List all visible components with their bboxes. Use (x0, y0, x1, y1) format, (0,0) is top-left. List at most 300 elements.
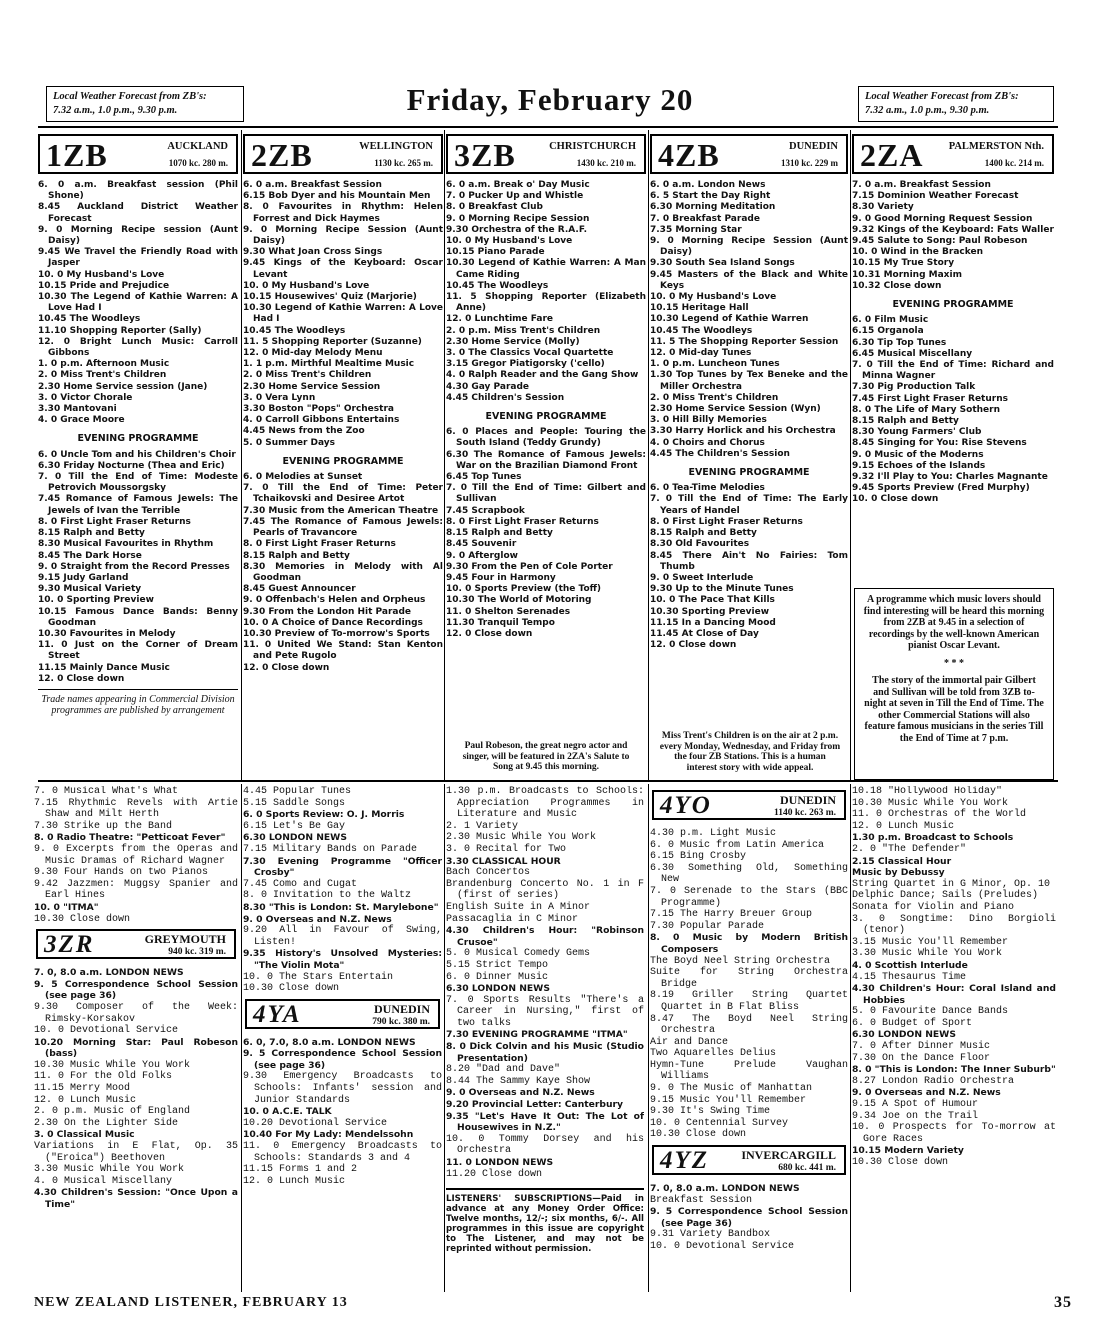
programme-item: 9.15 A Spot of Humour (852, 1099, 979, 1111)
programme-item: 11. 0 Emergency Broadcasts to Schools: Standards 3 and 4 (243, 1141, 442, 1164)
programme-item: 10.30 Sporting Preview (650, 606, 770, 617)
programme-item: 4.45 Children's Session (446, 392, 565, 403)
programme-item: 7. 0 Serenade to the Stars (BBC Programme) (650, 885, 848, 909)
programme-item: 9.45 Kings of the Keyboard: Oscar Levant (243, 258, 443, 280)
programme-item: 7. 0 Till the End of Time: Modeste Petrovich Moussorgsky (38, 472, 238, 494)
programme-item: 8.20 "Dad and Dave" (446, 1064, 561, 1076)
programme-item: 3.30 Music While You Work (852, 948, 1003, 960)
programme-item: 8.47 The Boyd Neel String Orchestra (650, 1013, 848, 1037)
programme-item: 11. 5 Shopping Reporter (Suzanne) (243, 336, 422, 347)
programme-item: 7.45 First Light Fraser Returns (852, 393, 1008, 404)
programme-item: 6. 0 Budget of Sport (852, 1017, 973, 1029)
column-rule (850, 784, 851, 1292)
forecast-label: Local Weather Forecast from ZB's: (865, 91, 1019, 102)
programme-item: 10. 0 Wind in the Bracken (852, 247, 984, 258)
column-rule (444, 130, 445, 780)
programme-item: 3.30 Music While You Work (34, 1164, 185, 1176)
programme-item: 11. 0 United We Stand: Stan Kenton and Pete Rugolo (243, 640, 443, 662)
station-column (34, 786, 238, 1290)
programme-item: 9.30 Orchestra of the R.A.F. (446, 224, 588, 235)
column-rule (241, 784, 242, 1292)
programme-item: 9. 0 Morning Recipe Session (Aunt Daisy) (243, 224, 443, 247)
programme-item: 10. 0 My Husband's Love (38, 269, 165, 280)
programme-item: 10.30 The Legend of Kathie Warren: A Love Had I (38, 292, 238, 314)
programme-item: 7. 0, 8.0 a.m. LONDON NEWS (34, 967, 184, 979)
programme-item: 12. 0 Lunch Music (243, 1175, 346, 1187)
programme-item: 3. 0 Recital for Two (446, 843, 567, 855)
programme-item: 11.15 Mainly Dance Music (38, 662, 170, 673)
programme-item: 7.15 The Harry Breuer Group (650, 909, 813, 921)
programme-item: 3. 0 Songtime: Dino Borgioli (tenor) (852, 913, 1056, 937)
station-callsign: 3ZB (454, 137, 516, 173)
station-header (243, 134, 443, 174)
programme-item: 10.15 Piano Parade (446, 247, 545, 258)
programme-item: 10. 0 "ITMA" (34, 901, 99, 913)
programme-item: 5.15 Saddle Songs (243, 797, 346, 809)
programme-item: 6. 0 a.m. London News (650, 180, 766, 190)
programme-item: 9. 5 Correspondence School Session (see page 36) (34, 978, 238, 1002)
station-frequency: 790 kc. 380 m. (372, 1016, 430, 1027)
programme-item: 4.15 Thesaurus Time (852, 971, 967, 983)
programme-item: 10.31 Morning Maxim (852, 269, 962, 280)
station-column (650, 786, 848, 1290)
page-number: 35 (1054, 1294, 1072, 1311)
programme-item: 12. 0 Close down (38, 673, 125, 684)
forecast-times: 7.32 a.m., 1.0 p.m., 9.30 p.m. (865, 105, 990, 116)
programme-item: 1. 0 p.m. Luncheon Tunes (650, 359, 780, 370)
column-rule (850, 130, 851, 780)
section-rule (38, 780, 1058, 782)
station-frequency: 1130 kc. 265 m. (374, 158, 433, 168)
station-callsign: 1ZB (46, 137, 108, 173)
programme-item: 2. 0 Miss Trent's Children (650, 392, 779, 403)
programme-item: 6. 0 Dinner Music (446, 971, 549, 983)
programme-item: 7.35 Morning Star (650, 224, 742, 235)
programme-item: 9.15 Music You'll Remember (650, 1094, 807, 1106)
programme-item: 6.30 LONDON NEWS (852, 1029, 956, 1041)
programme-item: 6.30 Something Old, Something New (650, 862, 848, 886)
programme-item: 7.30 Evening Programme "Officer Crosby" (243, 855, 442, 879)
station-frequency: 1310 kc. 229 m (781, 158, 838, 168)
note-trent: Miss Trent's Children is on the air at 2 p.m. every Monday, Wednesday, and Friday from the four ZB Stations. This is a human interest story with wide appeal. (659, 731, 841, 773)
programme-item: 10.45 The Woodleys (650, 325, 753, 336)
programme-item: 8. 0 First Light Fraser Returns (446, 516, 599, 527)
programme-item: 7. 0 Breakfast Parade (650, 213, 760, 224)
station-frequency: 940 kc. 319 m. (168, 947, 226, 958)
programme-item: 2. 0 "The Defender" (852, 843, 967, 855)
station-header (652, 790, 846, 820)
programme-item: 10.15 Housewives' Quiz (Marjorie) (243, 292, 417, 303)
programme-item: 11. 5 The Shopping Reporter Session (650, 336, 839, 347)
programme-item: The Boyd Neel String Orchestra (650, 955, 831, 967)
programme-item: 3.30 Boston "Pops" Orchestra (243, 404, 394, 415)
programme-item: 10. 0 My Husband's Love (243, 280, 370, 291)
programme-item: 9. 0 Straight from the Record Presses (38, 561, 230, 572)
programme-item: 9.45 Salute to Song: Paul Robeson (852, 236, 1028, 247)
programme-item: 6. 0 a.m. Breakfast session (Phil Shone) (38, 180, 238, 202)
programme-item: 8.44 The Sammy Kaye Show (446, 1075, 591, 1087)
programme-item: 10.40 For My Lady: Mendelssohn (243, 1129, 414, 1141)
programme-list (852, 180, 1054, 506)
programme-item: 10. 0 The Stars Entertain (243, 971, 394, 983)
note-text: The story of the immortal pair Gilbert and Sullivan will be told from 3ZB to-night at seven in Till the End of Time. The other Commercial Stations will also feature famous musicians in the series Till the End of Time at 7 p.m. (864, 675, 1044, 744)
programme-item: 11. 0 LONDON NEWS (446, 1157, 554, 1168)
programme-item: 6.30 Morning Meditation (650, 202, 776, 213)
programme-item: 9. 0 Morning Recipe Session (Aunt Daisy) (650, 236, 848, 258)
programme-item: 7. 0, 8.0 a.m. LONDON NEWS (650, 1183, 800, 1195)
programme-item: 2.30 Home Service session (Jane) (38, 381, 208, 392)
programme-item: 8.15 Ralph and Betty (446, 528, 553, 539)
programme-item: Music by Debussy (852, 867, 945, 879)
programme-item: 2.30 Home Service Session (243, 381, 381, 392)
programme-item: 8.30 Variety (852, 202, 914, 213)
programme-item: 8. 0 Dick Colvin and his Music (Studio Presentation) (446, 1041, 644, 1064)
programme-item: 8.45 Guest Announcer (243, 584, 356, 595)
programme-item: 6.15 Bob Dyer and his Mountain Men (243, 191, 431, 202)
programme-item: 8.30 Old Favourites (650, 539, 750, 550)
column-rule (241, 130, 242, 780)
programme-item: 8. 0 Radio Theatre: "Petticoat Fever" (34, 832, 226, 844)
programme-item: 3.30 Harry Horlick and his Orchestra (650, 426, 836, 437)
programme-item: 10.15 Famous Dance Bands: Benny Goodman (38, 606, 238, 628)
programme-item: 8.15 Ralph and Betty (243, 550, 350, 561)
station-column (446, 134, 646, 734)
programme-item: 10.30 Preview of To-morrow's Sports (243, 628, 430, 639)
station-frequency: 1400 kc. 214 m. (984, 158, 1044, 168)
evening-heading: EVENING PROGRAMME (892, 299, 1014, 311)
programme-item: 4.30 Gay Parade (446, 381, 530, 392)
programme-item: 6.30 The Romance of Famous Jewels: War on the Brazilian Diamond Front (446, 449, 646, 471)
programme-item: 7.45 Romance of Famous Jewels: The Jewels of Ivan the Terrible (38, 494, 238, 516)
programme-item: 4. 0 Choirs and Chorus (650, 437, 765, 448)
programme-item: 9.42 Jazzmen: Muggsy Spanier and Earl Hines (34, 878, 238, 902)
programme-item: 10.30 Close down (852, 1157, 949, 1168)
programme-item: 3.15 Music You'll Remember (852, 936, 1009, 948)
programme-item: 7.15 Military Bands on Parade (243, 843, 418, 855)
programme-item: 9.30 From the London Hit Parade (243, 606, 412, 617)
programme-item: Air and Dance (650, 1036, 729, 1048)
station-frequency: 1430 kc. 210 m. (576, 158, 636, 168)
station-header (446, 134, 646, 174)
programme-item: 12. 0 Lunch Music (34, 1094, 137, 1106)
programme-item: 8.45 Souvenir (446, 539, 517, 550)
station-city: CHRISTCHURCH (549, 141, 636, 152)
programme-item: 10.30 Legend of Kathie Warren: A Love Had I (243, 303, 443, 325)
programme-item: 12. 0 Close down (446, 628, 533, 639)
programme-item: 3. 0 The Classics Vocal Quartette (446, 348, 614, 359)
programme-item: 8.30 Memories in Melody with Al Goodman (243, 561, 443, 583)
programme-item: 1.30 p.m. Broadcast to Schools (852, 832, 1014, 844)
programme-item: 10. 0 Sporting Preview (38, 595, 154, 606)
programme-item: 8.45 There Ain't No Fairies: Tom Thumb (650, 550, 848, 572)
station-city: AUCKLAND (167, 141, 228, 152)
programme-item: 6. 0 Sports Review: O. J. Morris (243, 809, 405, 821)
programme-item: 9. 0 Sweet Interlude (650, 572, 754, 583)
programme-item: 9.32 I'll Play to You: Charles Magnante (852, 472, 1048, 483)
programme-item: 9.30 Four Hands on two Pianos (34, 867, 209, 879)
station-column (446, 786, 644, 1290)
programme-item: 10. 0 Tommy Dorsey and his Orchestra (446, 1133, 644, 1157)
programme-item: 8. 0 Invitation to the Waltz (243, 890, 412, 902)
programme-item: String Quartet in G Minor, Op. 10 (852, 878, 1051, 890)
station-city: PALMERSTON Nth. (948, 141, 1044, 152)
programme-item: 3. 0 Classical Music (34, 1129, 135, 1141)
programme-item: 10.15 Heritage Hall (650, 303, 749, 314)
programme-item: English Suite in A Minor (446, 901, 591, 913)
station-frequency: 1140 kc. 263 m. (773, 808, 836, 818)
station-header (245, 999, 440, 1029)
programme-item: 10.15 Modern Variety (852, 1145, 964, 1157)
note-levant (854, 588, 1054, 780)
programme-list (38, 180, 238, 685)
programme-item: Hymn-Tune Prelude Vaughan Williams (650, 1059, 848, 1083)
programme-item: 11.30 Tranquil Tempo (446, 617, 555, 628)
programme-item: Variations in E Flat, Op. 35 ("Eroica") Beethoven (34, 1141, 238, 1164)
programme-item: 7. 0 Till the End of Time: Gilbert and Sullivan (446, 483, 646, 505)
programme-item: 11. 0 Just on the Corner of Dream Street (38, 640, 238, 662)
programme-item: 2.30 Music While You Work (446, 832, 597, 844)
programme-item: 9.30 It's Swing Time (650, 1106, 771, 1118)
programme-item: 6.30 LONDON NEWS (243, 832, 347, 844)
programme-item: 8.15 Ralph and Betty (650, 528, 757, 539)
programme-list (446, 180, 646, 640)
programme-item: 9.30 Composer of the Week: Rimsky-Korsakov (34, 1001, 238, 1025)
subscriptions-note: LISTENERS' SUBSCRIPTIONS—Paid in advance at any Money Order Office: Twelve months, 12/-; six months, 6/-. All programmes in this issue are copyright to The Listener, and may not be reprinted without permission. (446, 1188, 644, 1254)
station-frequency: 680 kc. 441 m. (778, 1163, 836, 1174)
programme-item: 9.30 From the Pen of Cole Porter (446, 561, 613, 572)
programme-item: 9.20 Provincial Letter: Canterbury (446, 1099, 624, 1111)
programme-item: 10.30 Music While You Work (34, 1059, 191, 1071)
programme-item: 2. 1 Variety (446, 820, 519, 832)
programme-item: 3.30 Mantovani (38, 404, 117, 415)
programme-item: 9. 0 Morning Recipe Session (446, 213, 590, 224)
programme-item: 9. 5 Correspondence School Session (see page 36) (243, 1048, 442, 1071)
programme-item: 7.30 Strike up the Band (34, 820, 173, 832)
programme-item: 10.30 Legend of Kathie Warren (650, 314, 809, 325)
programme-item: 10.45 The Woodleys (243, 325, 346, 336)
column-rule (648, 130, 649, 780)
programme-item: 6. 0 a.m. Breakfast Session (243, 180, 382, 190)
evening-heading: EVENING PROGRAMME (688, 467, 810, 479)
programme-item: 1. 0 p.m. Afternoon Music (38, 359, 170, 370)
programme-item: 12. 0 Bright Lunch Music: Carroll Gibbons (38, 336, 238, 359)
programme-item: 9.30 Up to the Minute Tunes (650, 584, 794, 595)
programme-item: 4. 0 Musical Miscellany (34, 1175, 173, 1187)
programme-item: 9.15 Judy Garland (38, 572, 129, 583)
programme-item: 11.45 At Close of Day (650, 628, 759, 639)
programme-item: 9. 0 Afterglow (446, 550, 518, 561)
programme-item: 11. 0 For the Old Folks (34, 1071, 173, 1083)
station-city: INVERCARGILL (741, 1148, 836, 1163)
programme-item: 4. 0 Scottish Interlude (852, 959, 968, 971)
programme-item: 4.45 The Children's Session (650, 448, 790, 459)
programme-item: 9.20 All in Favour of Swing, Listen! (243, 925, 442, 948)
programme-item: 9. 0 Music of the Moderns (852, 449, 984, 460)
programme-item: 9. 0 Overseas and N.Z. News (243, 913, 392, 925)
note-text: A programme which music lovers should find interesting will be heard this morning from 2ZB at 9.45 in a selection of recordings by the well-known American pianist Oscar Levant. (863, 594, 1045, 651)
programme-item: 9. 0 Offenbach's Helen and Orpheus (243, 595, 426, 606)
programme-item: 10.30 Favourites in Melody (38, 628, 176, 639)
programme-item: 6.30 Friday Nocturne (Thea and Eric) (38, 460, 225, 471)
weather-forecast-right (858, 86, 1054, 122)
programme-item: 7.30 Music from the American Theatre (243, 505, 439, 516)
programme-item: 11. 5 Shopping Reporter (Elizabeth Anne) (446, 292, 646, 314)
programme-item: 10. 0 My Husband's Love (446, 236, 573, 247)
station-header (36, 929, 236, 959)
programme-item: 2. 0 p.m. Music of England (34, 1106, 191, 1118)
programme-item: 9. 0 The Music of Manhattan (650, 1083, 813, 1095)
programme-item: 10. 0 My Husband's Love (650, 292, 777, 303)
programme-item: 10.30 Close down (34, 913, 131, 925)
station-callsign: 2ZB (251, 137, 313, 173)
programme-item: 8.45 The Dark Horse (38, 550, 142, 561)
programme-item: 3. 0 Vera Lynn (243, 392, 316, 403)
programme-item: Brandenburg Concerto No. 1 in F (first of series) (446, 878, 644, 902)
station-city: DUNEDIN (779, 793, 836, 807)
evening-heading: EVENING PROGRAMME (77, 433, 199, 445)
programme-item: 8. 0 "This is London: The Inner Suburb" (852, 1064, 1056, 1076)
programme-item: 7. 0 Sports Results "There's a Career in Nursing," first of two talks (446, 994, 644, 1029)
programme-item: 7.30 EVENING PROGRAMME "ITMA" (446, 1029, 628, 1041)
programme-item: 7.30 Pig Production Talk (852, 382, 976, 393)
programme-item: Bach Concertos (446, 867, 531, 879)
programme-item: 8.45 Singing for You: Rise Stevens (852, 438, 1027, 449)
note-robeson: Paul Robeson, the great negro actor and singer, will be featured in 2ZA's Salute to Song at 9.45 this morning. (462, 741, 630, 772)
programme-item: 9.15 Echoes of the Islands (852, 460, 986, 471)
programme-item: 10.32 Close down (852, 280, 942, 291)
programme-item: 10.30 Legend of Kathie Warren: A Man Came Riding (446, 258, 646, 280)
programme-item: 12. 0 Mid-day Tunes (650, 348, 752, 359)
programme-item: 9. 0 Morning Recipe session (Aunt Daisy) (38, 224, 238, 247)
programme-item: 4. 0 Grace Moore (38, 415, 125, 426)
programme-item: 5.15 Strict Tempo (446, 959, 549, 971)
note-stars: * * * (944, 657, 964, 669)
programme-item: 9.30 Musical Variety (38, 584, 142, 595)
header-rule (38, 126, 1058, 128)
programme-item: 7. 0 After Dinner Music (852, 1041, 991, 1053)
programme-item: 6.15 Organola (852, 326, 924, 337)
programme-item: 7. 0 Till the End of Time: Peter Tchaikovski and Desiree Artot (243, 483, 443, 505)
programme-item: 4.30 Children's Hour: "Robinson Crusoe" (446, 925, 644, 948)
programme-item: 8. 0 Music by Modern British Composers (650, 932, 848, 955)
programme-item: 7.30 Popular Parade (650, 920, 765, 932)
programme-item: 9. 5 Correspondence School Session (see Page 36) (650, 1206, 848, 1229)
programme-item: 6.30 Tip Top Tunes (852, 337, 947, 348)
programme-item: 6. 0 Uncle Tom and his Children's Choir (38, 449, 236, 460)
programme-item: 2.15 Classical Hour (852, 855, 952, 867)
programme-item: 6.45 Top Tunes (446, 472, 522, 483)
programme-item: 12. 0 Close down (243, 662, 330, 673)
programme-item: 9.35 History's Unsolved Mysteries: "The Violin Mota" (243, 948, 442, 971)
station-column (243, 134, 443, 734)
programme-item: Delphic Dance; Sails (Preludes) (852, 890, 1039, 902)
programme-item: 9.30 Emergency Broadcasts to Schools: Infants' session and Junior Standards (243, 1071, 442, 1106)
programme-item: 7. 0 a.m. Breakfast Session (852, 180, 991, 190)
programme-item: Sonata for Violin and Piano (852, 901, 1015, 913)
programme-item: 10.20 Morning Star: Paul Robeson (bass) (34, 1036, 238, 1060)
station-column (38, 134, 238, 778)
station-callsign: 3ZR (44, 931, 95, 959)
programme-item: 8. 0 First Light Fraser Returns (38, 516, 191, 527)
programme-item: 7. 0 Till the End of Time: Richard and Minna Wagner (852, 360, 1054, 382)
programme-item: 11.15 Forms 1 and 2 (243, 1164, 358, 1176)
programme-item: 4.45 News from the Zoo (243, 426, 365, 437)
station-header (852, 134, 1054, 174)
programme-item: 6. 0 Film Music (852, 315, 929, 326)
programme-item: 8.15 Ralph and Betty (852, 416, 959, 427)
programme-item: 9. 0 Overseas and N.Z. News (446, 1087, 595, 1099)
page-title: Friday, February 20 (406, 82, 694, 117)
programme-item: 8. 0 Favourites in Rhythm: Helen Forrest and Dick Haymes (243, 202, 443, 224)
programme-item: 3. 0 Hill Billy Memories (650, 415, 767, 426)
programme-item: 10.30 Music While You Work (852, 797, 1009, 809)
station-frequency: 1070 kc. 280 m. (168, 158, 228, 168)
programme-list (650, 180, 848, 651)
programme-item: 5. 0 Favourite Dance Bands (852, 1006, 1009, 1018)
programme-item: 8.19 Griller String Quartet Quartet in B Flat Bliss (650, 990, 848, 1013)
programme-item: 9.31 Variety Bandbox (650, 1229, 771, 1241)
forecast-label: Local Weather Forecast from ZB's: (53, 91, 207, 102)
station-column (650, 134, 848, 734)
programme-item: 7.45 The Romance of Famous Jewels: Pearls of Travancore (243, 516, 443, 539)
trade-names-note: Trade names appearing in Commercial Division programmes are published by arrangement (38, 689, 238, 716)
programme-item: 10.20 Devotional Service (243, 1117, 388, 1129)
programme-item: 11.15 Merry Mood (34, 1083, 131, 1095)
programme-item: 4.30 Children's Hour: Coral Island and Hobbies (852, 983, 1056, 1006)
programme-item: 8.30 Young Farmers' Club (852, 427, 982, 438)
forecast-times: 7.32 a.m., 1.0 p.m., 9.30 p.m. (53, 105, 178, 116)
programme-item: 10.30 The World of Motoring (446, 595, 592, 606)
programme-item: 7. 0 Musical What's What (34, 786, 179, 797)
programme-item: Breakfast Session (650, 1194, 753, 1206)
programme-item: 2. 0 Miss Trent's Children (38, 370, 167, 381)
programme-item: Suite for String Orchestra Bridge (650, 967, 848, 990)
programme-item: 1. 1 p.m. Mirthful Mealtime Music (243, 359, 415, 370)
programme-list (243, 180, 443, 674)
programme-item: 6. 0, 7.0, 8.0 a.m. LONDON NEWS (243, 1036, 416, 1048)
programme-item: 10.30 Close down (243, 983, 340, 995)
column-rule (444, 784, 445, 1292)
programme-item: 6. 0 Music from Latin America (650, 839, 825, 851)
programme-item: 8. 0 First Light Fraser Returns (243, 539, 396, 550)
station-callsign: 4ZB (658, 137, 720, 173)
station-city: DUNEDIN (373, 1001, 430, 1016)
station-callsign: 4YZ (660, 1147, 710, 1175)
programme-item: 3.30 CLASSICAL HOUR (446, 855, 561, 867)
programme-item: 10. 0 A Choice of Dance Recordings (243, 617, 423, 628)
programme-item: 4. 0 Carroll Gibbons Entertains (243, 415, 400, 426)
programme-item: 10.15 My True Story (852, 258, 955, 269)
programme-item: 7. 0 Pucker Up and Whistle (446, 191, 584, 202)
programme-item: 7.15 Rhythmic Revels with Artie Shaw and Milt Herth (34, 797, 238, 821)
programme-item: 9.35 "Let's Have It Out: The Lot of Housewives in N.Z." (446, 1110, 644, 1134)
programme-item: 4. 0 Ralph Reader and the Gang Show (446, 370, 639, 381)
programme-item: 3.15 Gregor Piatigorsky ('cello) (446, 359, 605, 370)
station-column (852, 786, 1056, 1290)
programme-item: 2. 0 p.m. Miss Trent's Children (446, 325, 601, 336)
programme-item: 11.15 In a Dancing Mood (650, 617, 776, 628)
programme-item: 10. 0 Devotional Service (650, 1241, 795, 1252)
programme-item: 2.30 On the Lighter Side (34, 1117, 179, 1129)
programme-item: 4.30 Children's Session: "Once Upon a Time" (34, 1187, 238, 1210)
programme-item: 10. 0 Close down (852, 494, 939, 505)
programme-item: 8.27 London Radio Orchestra (852, 1075, 1015, 1087)
weather-forecast-left (46, 86, 244, 122)
programme-item: 4.30 p.m. Light Music (650, 828, 777, 839)
programme-item: 11.20 Close down (446, 1168, 543, 1180)
programme-item: 9.45 Four in Harmony (446, 572, 556, 583)
station-header (652, 1145, 846, 1175)
